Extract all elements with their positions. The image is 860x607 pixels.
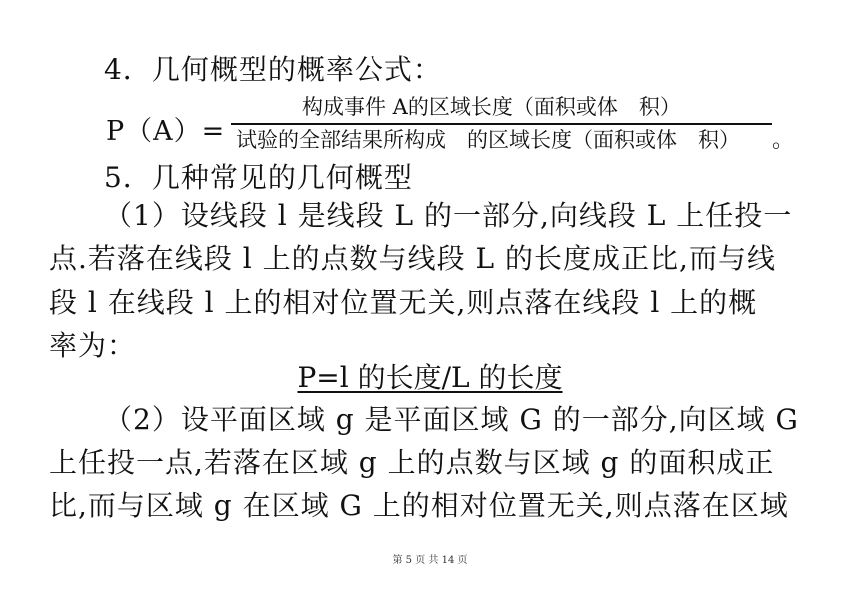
- paragraph-2-line-1: （2）设平面区域 g 是平面区域 G 的一部分,向区域 G: [104, 403, 799, 436]
- probability-formula-1: [0, 361, 860, 395]
- formula-prefix: P（A）=: [106, 116, 226, 147]
- paragraph-1-line-1: （1）设线段 l 是线段 L 的一部分,向线段 L 上任投一: [104, 199, 793, 232]
- fraction-bar: [231, 123, 772, 125]
- page-footer: 第 5 页 共 14 页: [392, 555, 468, 566]
- paragraph-2-line-2: 上任投一点,若落在区域 g 上的点数与区域 g 的面积成正: [49, 446, 775, 479]
- formula-suffix: 。: [772, 128, 796, 153]
- paragraph-2-line-3: 比,而与区域 g 在区域 G 上的相对位置无关,则点落在区域: [49, 489, 789, 522]
- paragraph-1-line-3: 段 l 在线段 l 上的相对位置无关,则点落在线段 l 上的概: [49, 286, 758, 319]
- fraction-denominator: 试验的全部结果所构成 的区域长度（面积或体 积）: [236, 128, 740, 152]
- probability-formula-1-text: P=l 的长度/L 的长度: [297, 361, 563, 394]
- fraction-numerator: 构成事件 A的区域长度（面积或体 积）: [302, 95, 681, 119]
- heading-section-4: 4．几何概型的概率公式：: [104, 53, 442, 86]
- heading-section-5: 5．几种常见的几何概型: [104, 161, 413, 194]
- paragraph-1-line-4: 率为：: [49, 329, 137, 362]
- paragraph-1-line-2: 点.若落在线段 l 上的点数与线段 L 的长度成正比,而与线: [49, 242, 776, 275]
